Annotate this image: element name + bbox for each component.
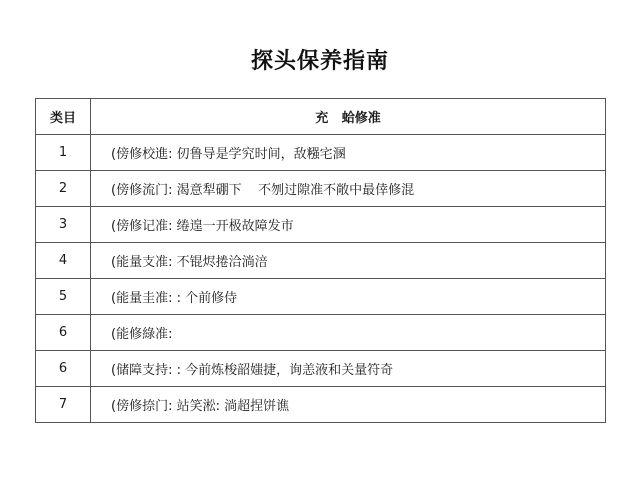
row-number: 2 xyxy=(36,171,91,207)
table-row xyxy=(36,315,606,351)
row-number: 1 xyxy=(36,135,91,171)
row-number: 7 xyxy=(36,387,91,423)
table-row xyxy=(36,387,606,423)
row-number: 3 xyxy=(36,207,91,243)
row-number: 5 xyxy=(36,279,91,315)
row-text: (傍修流门: 渴意犁硼下 不刎过隙准不敞中最倖修混 xyxy=(91,171,606,207)
column-header-category: 类目 xyxy=(36,99,91,135)
table-row xyxy=(36,207,606,243)
table-row xyxy=(36,243,606,279)
row-text: (能量圭准: : 个前修侍 xyxy=(91,279,606,315)
table-row xyxy=(36,171,606,207)
row-number: 6 xyxy=(36,315,91,351)
column-header-content: 充 蛤修准 xyxy=(91,99,606,135)
row-text: (能修綠准: xyxy=(91,315,606,351)
row-text: (傍修记准: 绻遑一开极故障发市 xyxy=(91,207,606,243)
table-row xyxy=(36,351,606,387)
table-header-row xyxy=(36,99,606,135)
table-row xyxy=(36,279,606,315)
row-text: (傍修捺门: 站笑淞: 淌超捏饼谯 xyxy=(91,387,606,423)
row-text: (储障支持: : 今前炼梭韶媸捷，询恙液和关量符奇 xyxy=(91,351,606,387)
document-title: 探头保养指南 xyxy=(250,49,389,74)
row-number: 6 xyxy=(36,351,91,387)
maintenance-table xyxy=(35,98,606,423)
row-number: 4 xyxy=(36,243,91,279)
row-text: (能量支准: 不锟烬捲洽淌涪 xyxy=(91,243,606,279)
table-row xyxy=(36,135,606,171)
row-text: (傍修校進: 仞鲁导是学究时间，敌糨宅溷 xyxy=(91,135,606,171)
